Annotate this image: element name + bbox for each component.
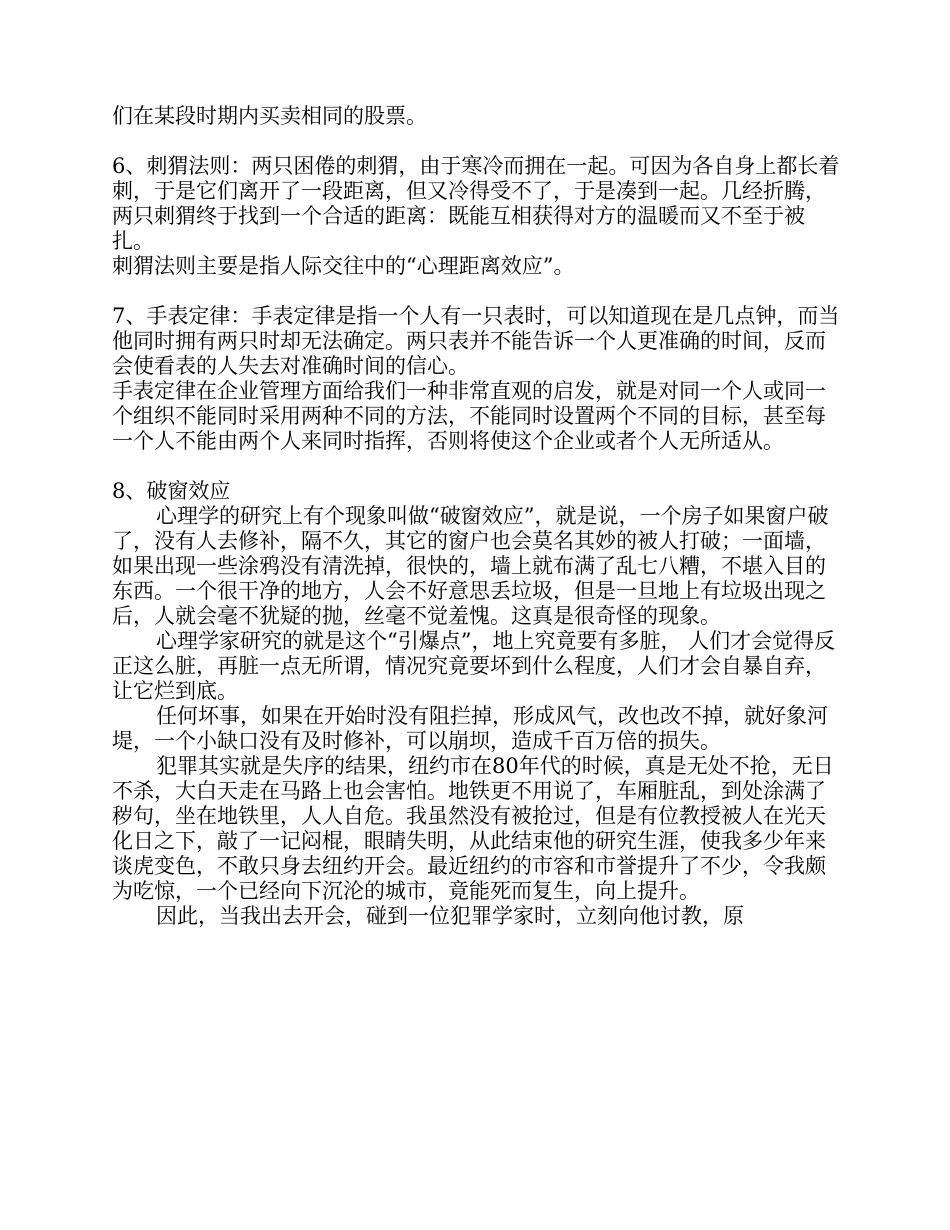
section-7-note: 手表定律在企业管理方面给我们一种非常直观的启发，就是对同一个人或同一个组织不能同时采用两种不同的方法，不能同时设置两个不同的目标，甚至每一个人不能由两个人来同时指挥，否则将使这个企业或者个人无所适从。 xyxy=(112,379,826,453)
section-8-paragraph-5: 因此，当我出去开会，碰到一位犯罪学家时，立刻向他讨教，原 xyxy=(156,904,744,928)
paragraph-continuation: 们在某段时期内买卖相同的股票。 xyxy=(112,104,427,128)
section-8-paragraph-3: 任何坏事，如果在开始时没有阻拦掉，形成风气，改也改不掉，就好象河堤，一个小缺口没有及时修补，可以崩坝，造成千百万倍的损失。 xyxy=(112,704,828,753)
section-6-hedgehog-rule: 6、刺猬法则：两只困倦的刺猬，由于寒冷而拥在一起。可因为各自身上都长着刺，于是它们离开了一段距离，但又冷得受不了，于是凑到一起。几经折腾，两只刺猬终于找到一个合适的距离：既能互相获得对方的温暖而又不至于被扎。 xyxy=(112,154,840,253)
paragraph-gap xyxy=(112,129,842,154)
section-8-heading: 8、破窗效应 xyxy=(112,479,231,503)
document-page xyxy=(112,104,842,929)
section-8-paragraph-4: 犯罪其实就是失序的结果，纽约市在80年代的时候，真是无处不抢，无日不杀，大白天走在马路上也会害怕。地铁更不用说了，车厢脏乱，到处涂满了秽句，坐在地铁里，人人自危。我虽然没有被抢过，但是有位教授被人在光天化日之下，敲了一记闷棍，眼睛失明，从此结束他的研究生涯，使我多少年来谈虎变色，不敢只身去纽约开会。最近纽约的市容和市誉提升了不少，令我颇为吃惊，一个已经向下沉沦的城市，竟能死而复生，向上提升。 xyxy=(112,754,834,903)
section-8-paragraph-2: 心理学家研究的就是这个“引爆点”，地上究竟要有多脏， 人们才会觉得反正这么脏，再脏一点无所谓，情况究竟要坏到什么程度，人们才会自暴自弃，让它烂到底。 xyxy=(112,629,836,703)
section-7-watch-law: 7、手表定律：手表定律是指一个人有一只表时，可以知道现在是几点钟，而当他同时拥有两只时却无法确定。两只表并不能告诉一个人更准确的时间，反而会使看表的人失去对准确时间的信心。 xyxy=(112,304,840,378)
paragraph-gap xyxy=(112,454,842,479)
section-6-note: 刺猬法则主要是指人际交往中的“心理距离效应”。 xyxy=(112,254,575,278)
paragraph-gap xyxy=(112,279,842,304)
section-8-paragraph-1: 心理学的研究上有个现象叫做“破窗效应”，就是说，一个房子如果窗户破了，没有人去修补，隔不久，其它的窗户也会莫名其妙的被人打破；一面墙，如果出现一些涂鸦没有清洗掉，很快的，墙上就布满了乱七八糟，不堪入目的东西。一个很干净的地方，人会不好意思丢垃圾，但是一旦地上有垃圾出现之后，人就会毫不犹疑的抛，丝毫不觉羞愧。这真是很奇怪的现象。 xyxy=(112,504,829,628)
